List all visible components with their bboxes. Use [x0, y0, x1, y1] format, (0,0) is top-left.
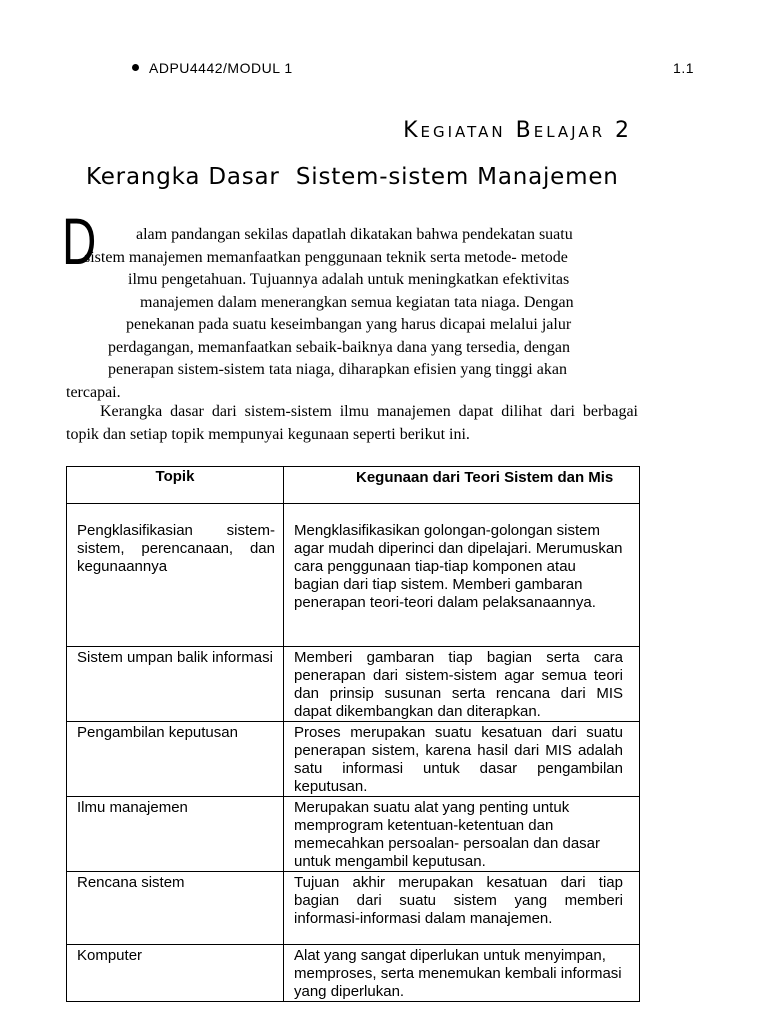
paragraph-line: penerapan sistem-sistem tata niaga, diharapkan efisien yang tinggi akan: [108, 361, 567, 378]
header-use: Kegunaan dari Teori Sistem dan Mis: [284, 467, 640, 504]
drop-cap: D: [62, 204, 97, 278]
topic-cell: Rencana sistem: [67, 872, 284, 945]
use-cell: Mengklasifikasikan golongan-golongan sistem agar mudah diperinci dan dipelajari. Merumuskan cara penggunaan tiap-tiap komponen atau bagian dari tiap sistem. Memberi gambaran penerapan teori-teori dalam pelaksanaannya.: [284, 504, 640, 647]
table-header-row: [67, 467, 640, 504]
page-number: 1.1: [673, 60, 694, 76]
table-row: [67, 722, 640, 797]
table-row: [67, 504, 640, 647]
paragraph-2: Kerangka dasar dari sistem-sistem ilmu manajemen dapat dilihat dari berbagai topik dan setiap topik mempunyai kegunaan seperti berikut ini.: [66, 403, 638, 443]
paragraph-line: sistem manajemen memanfaatkan penggunaan teknik serta metode- metode: [84, 248, 568, 266]
use-cell: Proses merupakan suatu kesatuan dari suatu penerapan sistem, karena hasil dari MIS adalah satu informasi untuk dasar pengambilan keputusan.: [284, 722, 640, 797]
table-row: [67, 647, 640, 722]
topic-cell: Komputer: [67, 945, 284, 1002]
running-header: [132, 60, 293, 76]
table-row: [67, 945, 640, 1002]
module-code: ADPU4442/MODUL 1: [149, 60, 293, 76]
activity-heading: Kegiatan Belajar 2: [403, 118, 632, 143]
topic-cell: Ilmu manajemen: [67, 797, 284, 872]
topics-table: [66, 466, 640, 1002]
topic-cell: Pengambilan keputusan: [67, 722, 284, 797]
topic-cell: Sistem umpan balik informasi: [67, 647, 284, 722]
paragraph-line: perdagangan, memanfaatkan sebaik-baiknya dana yang tersedia, dengan: [108, 338, 571, 356]
table-row: [67, 797, 640, 872]
paragraph-line: tercapai.: [66, 383, 121, 401]
header-topic: Topik: [67, 467, 284, 504]
topic-cell: Pengklasifikasian sistem- sistem, perencanaan, dan kegunaannya: [67, 504, 284, 647]
use-cell: Tujuan akhir merupakan kesatuan dari tiap bagian dari suatu sistem yang memberi informasi-informasi dalam manajemen.: [284, 872, 640, 945]
table-row: [67, 872, 640, 945]
use-cell: Memberi gambaran tiap bagian serta cara penerapan dari sistem-sistem agar semua teori dan prinsip susunan serta rencana dari MIS dapat dikembangkan dan diterapkan.: [284, 647, 640, 722]
paragraph-line: alam pandangan sekilas dapatlah dikatakan bahwa pendekatan suatu: [136, 226, 573, 243]
paragraph-line: ilmu pengetahuan. Tujuannya adalah untuk meningkatkan efektivitas: [128, 271, 570, 288]
use-cell: Alat yang sangat diperlukan untuk menyimpan, memproses, serta menemukan kembali informasi yang diperlukan.: [284, 945, 640, 1002]
bullet-icon: [132, 64, 139, 71]
page-title: Kerangka Dasar Sistem-sistem Manajemen: [86, 164, 619, 190]
paragraph-1: [66, 224, 638, 404]
paragraph-line: penekanan pada suatu keseimbangan yang harus dicapai melalui jalur: [126, 316, 572, 333]
paragraph-line: manajemen dalam menerangkan semua kegiatan tata niaga. Dengan: [140, 293, 574, 311]
use-cell: Merupakan suatu alat yang penting untuk memprogram ketentuan-ketentuan dan memecahkan persoalan- persoalan dan dasar untuk mengambil keputusan.: [284, 797, 640, 872]
